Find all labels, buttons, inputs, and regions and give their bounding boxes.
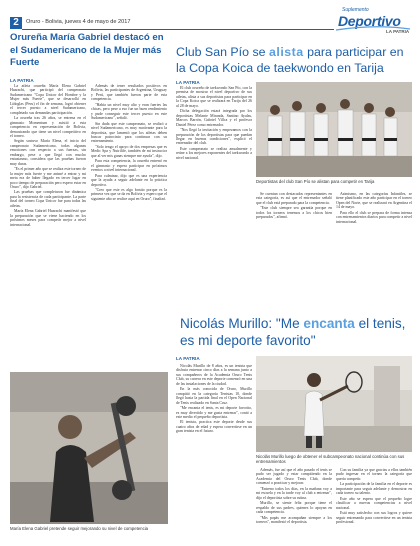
article1-body-right (91, 84, 167, 366)
article3-photo-caption: Nicolás Murillo luego de obtener el subcampeonato nacional continúa con sus entrenamientos (256, 454, 405, 464)
article1-photo (10, 372, 168, 524)
article2-paragraph: "Nos llegó la invitación y empezamos con la preparación de los deportistas para que puedan llegar en buenas condiciones", explicó el entrenador del club. (176, 128, 252, 146)
article1-body-left (10, 84, 86, 414)
article2-paragraph: "Este club siempre sea garantía porque en todos los torneos tenemos a los chicos bien preparados", afirmó. (256, 206, 332, 220)
article2-photo-caption: Deportistas del club San Pío se alistan para competir en Tarija (256, 179, 375, 184)
article3-body-mid (256, 468, 332, 540)
article3-headline-accent: encanta (303, 316, 355, 331)
article2-photo (256, 82, 412, 177)
athlete-photo-icon (10, 372, 168, 524)
page-number: 2 (10, 17, 22, 29)
article1-paragraph: Sin duda que este campeonato, se realizó a nivel Sudamericano, es muy motivante para la deportista, que lamentó que los atletas deben buscar patrocinio para continuar con su entrenamiento. (91, 121, 167, 144)
article3-paragraph: "Me encanta el tenis, es mi deporte favorito, es muy divertido y me gusta entrenar", contó a este medio el pequeño deportista. (176, 406, 252, 419)
article3-paragraph: Murillo, se siente feliz porque tiene el respaldo de sus padres, quienes lo apoyan en cada competencia. (256, 501, 332, 515)
article3-body-right (336, 468, 412, 540)
logo-top: Suplemento (342, 7, 369, 13)
article2-paragraph: Este campeonato se realiza anualmente y reúne a los mejores exponentes del taekwondo a nivel nacional. (176, 146, 252, 160)
article1-paragraph: "Solo tengo el apoyo de dos empresas que es Medic Spa y Nutrilife, también de mi instructor que al ver mis ganas siempre me ayuda", dijo. (91, 144, 167, 158)
article3-paragraph: Con su familia ya que gracias a ellos también pudo ingresar en el torneo la categoría que quería competir. (336, 468, 412, 481)
logo-swoosh-icon (334, 26, 412, 32)
article3-paragraph: "Mis papás me acompañan siempre a los torneos", manifestó el deportista. (256, 515, 332, 524)
article2-headline (176, 44, 412, 76)
article-club-san-pio (176, 44, 412, 314)
article3-paragraph: Está muy satisfecho con sus logros y quiere seguir entrenando para convertirse en un tenista profesional. (336, 511, 412, 524)
article3-headline-pre: Nicolás Murillo: "Me (180, 316, 304, 331)
article2-paragraph: Dicha delegación estará integrada por los deportistas Melanie Miranda, Santino Ayalas, Marcos Barrón, Gabriel Villca y el profesor Daniel Pérez como entrenador. (176, 109, 252, 127)
article1-paragraph: "Creo que este es algo bonito porque es la primera vez que se da en Bolivia y espero que el siguiente año se realice aquí en Oruro", finalizó. (91, 187, 167, 201)
header-rule (22, 29, 334, 30)
article2-paragraph: Asimismo, en las categorías Infantiles, se tiene planificado este año participar en el torneo Open del Norte, que se realizará en Argentina el 14 de mayo. (336, 192, 412, 210)
article3-section-tag: LA PATRIA (176, 356, 200, 361)
article2-body-right (336, 192, 412, 312)
article1-paragraph: "Había un nivel muy alto y eran fuertes las chicas, pero pese a eso fue un buen rendimiento y pude conseguir este tercer puesto en este Sudamericano", señaló. (91, 102, 167, 121)
article-nicolas-murillo (176, 316, 412, 542)
article1-paragraph: Para culminar, dijo que es una experiencia que la ayuda a seguir adelante en la práctica deportiva. (91, 173, 167, 187)
article3-paragraph: El tenista, practica este deporte desde sus cuatro años de edad y espera convertirse en un gran tenista en el futuro. (176, 420, 252, 434)
article3-paragraph: Este año se espera que el pequeño logre clasificar a nuevas competencias a nivel nacional. (336, 496, 412, 510)
article2-headline-post: para participar en la Copa Koica de taekwondo en Tarija (176, 45, 404, 75)
article3-paragraph: "Entreno todos los días, en la mañana voy a mi escuela y en la tarde voy al club a entrenar", dijo el deportista sobre su rutina. (256, 486, 332, 500)
article3-photo (256, 356, 412, 452)
team-photo-icon (256, 82, 412, 177)
article2-body (176, 86, 252, 316)
article3-paragraph: Además, fue así que el año pasado el tenis se pudo ser jugado y estar compitiendo en la Academia del Oruro Tenis Club, donde comenzó a practicar y mejorar. (256, 468, 332, 486)
article1-paragraph: La orureña tras 26 años, se entrena en el gimnasio Momentum y asistió a esta competencia en representación de Bolivia, demostrando que tiene un nivel competitivo en el torneo. (10, 116, 86, 138)
article1-paragraph: Además de tener resultados positivos en Bolivia, las participantes de Argentina, Uruguay y Perú, que también fueron parte de esta competencia. (91, 84, 167, 102)
article1-section-tag: LA PATRIA (10, 78, 34, 83)
article2-paragraph: Se cuentan con destacados representantes en esta categoría, es así que el entrenador señaló que el club está preparado para la competencia. (256, 192, 332, 205)
article2-paragraph: El club orureño de taekwondo San Pío, con la premisa de mostrar el nivel deportivo de sus atletas, alista a sus deportistas para participar en la Copa Koica que se realizará en Tarija del 26 al 28 de mayo. (176, 86, 252, 108)
article1-paragraph: Según sostuvo María Elena, el inicio del campeonato Sudamericano, todas algunas emociones con respecto a sus fuerzas, sin embargo, pese a que llegó con mucho entusiasmo, considera que las pruebas fueron muy duras. (10, 139, 86, 166)
article2-headline-accent: alista (268, 45, 304, 59)
logo (334, 4, 414, 38)
article2-headline-pre: Club San Pío se (176, 45, 269, 59)
logo-sub: LA PATRIA (386, 29, 410, 34)
article2-body-mid (256, 192, 332, 312)
article2-section-tag: LA PATRIA (176, 80, 200, 85)
article2-paragraph: Para ello el club se prepara de forma intensa con entrenamientos diarios para competir a nivel internacional. (336, 210, 412, 224)
article1-paragraph: Las pruebas que completaron fue dinámica para la resistencia de cada participante. La parte final del torneo Copa Unicor fue para todas las atletas. (10, 190, 86, 208)
article3-headline (180, 316, 412, 349)
article1-paragraph: "Es el primer año que se realiza este torneo de la mujer más fuerte y me animé a entrar y mi meta era de haber llegado en tercer lugar en poco tiempo de preparación pero espero estar en Oruro", dijo Gabriel. (10, 167, 86, 189)
article3-paragraph: Nicolás Murillo de 8 años, es un tenista que disfruta entrenar cinco días a la semana junto a sus compañeros de la Academia Oruro Tenis Club, su carrera en este deporte comenzó en una de las instalaciones de la ciudad. (176, 364, 252, 386)
article3-body-left (176, 364, 252, 540)
tennis-photo-icon (256, 356, 412, 452)
dateline: Oruro - Bolivia, jueves 4 de mayo de 2017 (26, 19, 131, 25)
article3-paragraph: En la más conocida de Oruro, Murillo compitió en la categoría Tenistas 10, donde llegó hasta la partida final en el Open Nacional de Tenis realizado en Santa Cruz. (176, 387, 252, 405)
logo-main: Deportivo (338, 13, 401, 29)
article1-photo-caption: María Elena Gabriel pretende seguir mejorando su nivel de competencia (10, 526, 149, 531)
article1-paragraph: María Elena Gabriel Huarachi manifestó que la preparación que se viene haciendo en los próximos meses para competir mejor a nivel internacional. (10, 209, 86, 227)
article1-headline: Orureña María Gabriel destacó en el Sudamericano de la Mujer más Fuerte (10, 32, 164, 69)
article1-paragraph: Para esta competencia, la orureña entrenó en el gimnasio y espera participar en próximos eventos a nivel internacional. (91, 159, 167, 173)
article3-headline-post: el tenis, es mi deporte favorito" (180, 316, 406, 348)
article3-paragraph: La participación de la familia en el deporte es importante para seguir adelante y demostrar en cada torneo su talento. (336, 482, 412, 496)
article-maria-gabriel (10, 32, 168, 540)
article1-paragraph: La atleta orureña María Elena Gabriel Huarachi, que participó del campeonato Sudamericano "Copa Unicor del Hombre y la Mujer más Fuerte", que se desarrolló en Lídoglas (Peru) el fin de semana, logró obtener el tercer puesto a nivel Sudamericano, completado sus demandas participación. (10, 84, 86, 115)
